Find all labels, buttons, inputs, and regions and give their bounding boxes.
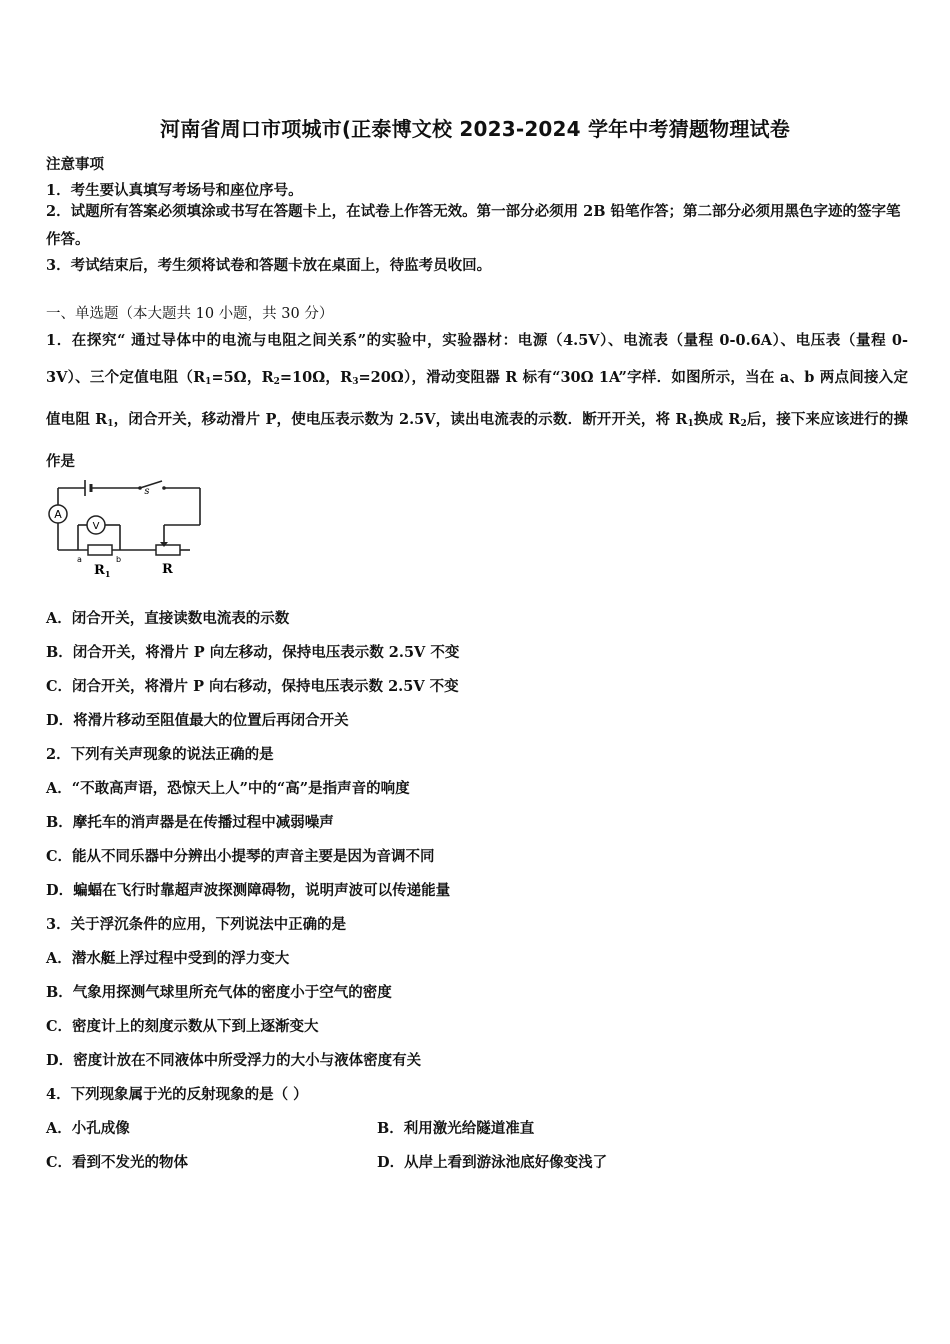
q4-option-b: B．利用激光给隧道准直 <box>377 1120 535 1137</box>
point-b-label: b <box>116 555 122 564</box>
voltmeter-label: V <box>92 521 100 532</box>
question-1-stem: 1．在探究“ 通过导体中的电流与电阻之间关系”的实验中，实验器材：电源（4.5V）、电流表（量程 0-0.6A）、电压表（量程 0-3V）、三个定值电阻（$R_1=5\Omega$，$R_2=10\Omega$，$R_3=20\Omega$），滑动变阻器 R 标有“30Ω 1A”字样．如图所示，当在 a、b 两点间接入定值电阻 $R_1$，闭合开关，移动滑片 P，使电压表示数为 2.5V，读出电流表的示数．断开开关，将 $R_1$换成 $R_2$后，接下来应该进行的操作是 <box>46 332 909 470</box>
notice-item: 1．考生要认真填写考场号和座位序号。 <box>46 182 303 199</box>
section-heading: 一、单选题（本大题共 10 小题，共 30 分） <box>46 306 334 322</box>
notice-item: 2．试题所有答案必须填涂或书写在答题卡上，在试卷上作答无效。第一部分必须用 2B 铅笔作答；第二部分必须用黑色字迹的签字笔作答。 <box>46 203 901 248</box>
q2-option-b: B．摩托车的消声器是在传播过程中减弱噪声 <box>46 814 334 831</box>
circuit-diagram <box>40 470 220 580</box>
resistor-r1 <box>88 545 112 555</box>
notice-heading: 注意事项 <box>46 156 104 173</box>
q1-option-d: D．将滑片移动至阻值最大的位置后再闭合开关 <box>46 712 349 729</box>
point-a-label: a <box>77 555 82 564</box>
notice-item: 3．考试结束后，考生须将试卷和答题卡放在桌面上，待监考员收回。 <box>46 257 492 274</box>
rheostat-label: R <box>162 562 173 577</box>
q1-option-b: B．闭合开关，将滑片 P 向左移动，保持电压表示数 2.5V 不变 <box>46 644 460 661</box>
q3-option-c: C．密度计上的刻度示数从下到上逐渐变大 <box>46 1018 319 1035</box>
rheostat <box>156 545 180 555</box>
q2-option-c: C．能从不同乐器中分辨出小提琴的声音主要是因为音调不同 <box>46 848 435 865</box>
switch-blade <box>140 481 162 488</box>
page-title: 河南省周口市项城市(正泰博文校 2023-2024 学年中考猜题物理试卷 <box>160 117 790 141</box>
q3-option-d: D．密度计放在不同液体中所受浮力的大小与液体密度有关 <box>46 1052 422 1069</box>
q3-option-b: B．气象用探测气球里所充气体的密度小于空气的密度 <box>46 984 392 1001</box>
switch-label: s <box>144 486 150 497</box>
q2-option-d: D．蝙蝠在飞行时靠超声波探测障碍物，说明声波可以传递能量 <box>46 882 451 899</box>
switch-contact <box>162 486 166 490</box>
q4-option-d: D．从岸上看到游泳池底好像变浅了 <box>377 1154 608 1171</box>
q1-option-a: A．闭合开关，直接读数电流表的示数 <box>46 610 290 627</box>
question-3-stem: 3．关于浮沉条件的应用，下列说法中正确的是 <box>46 916 347 933</box>
q1-option-c: C．闭合开关，将滑片 P 向右移动，保持电压表示数 2.5V 不变 <box>46 678 459 695</box>
question-2-stem: 2．下列有关声现象的说法正确的是 <box>46 746 274 763</box>
q4-option-a: A．小孔成像 <box>46 1120 130 1137</box>
q4-option-c: C．看到不发光的物体 <box>46 1154 189 1171</box>
q2-option-a: A．“不敢高声语，恐惊天上人”中的“高”是指声音的响度 <box>46 780 410 797</box>
switch-contact <box>138 486 142 490</box>
question-4-stem: 4．下列现象属于光的反射现象的是（ ） <box>46 1086 308 1103</box>
resistor-r1-label: $R_1$ <box>94 563 111 579</box>
q3-option-a: A．潜水艇上浮过程中受到的浮力变大 <box>46 950 290 967</box>
ammeter-label: A <box>54 508 62 521</box>
